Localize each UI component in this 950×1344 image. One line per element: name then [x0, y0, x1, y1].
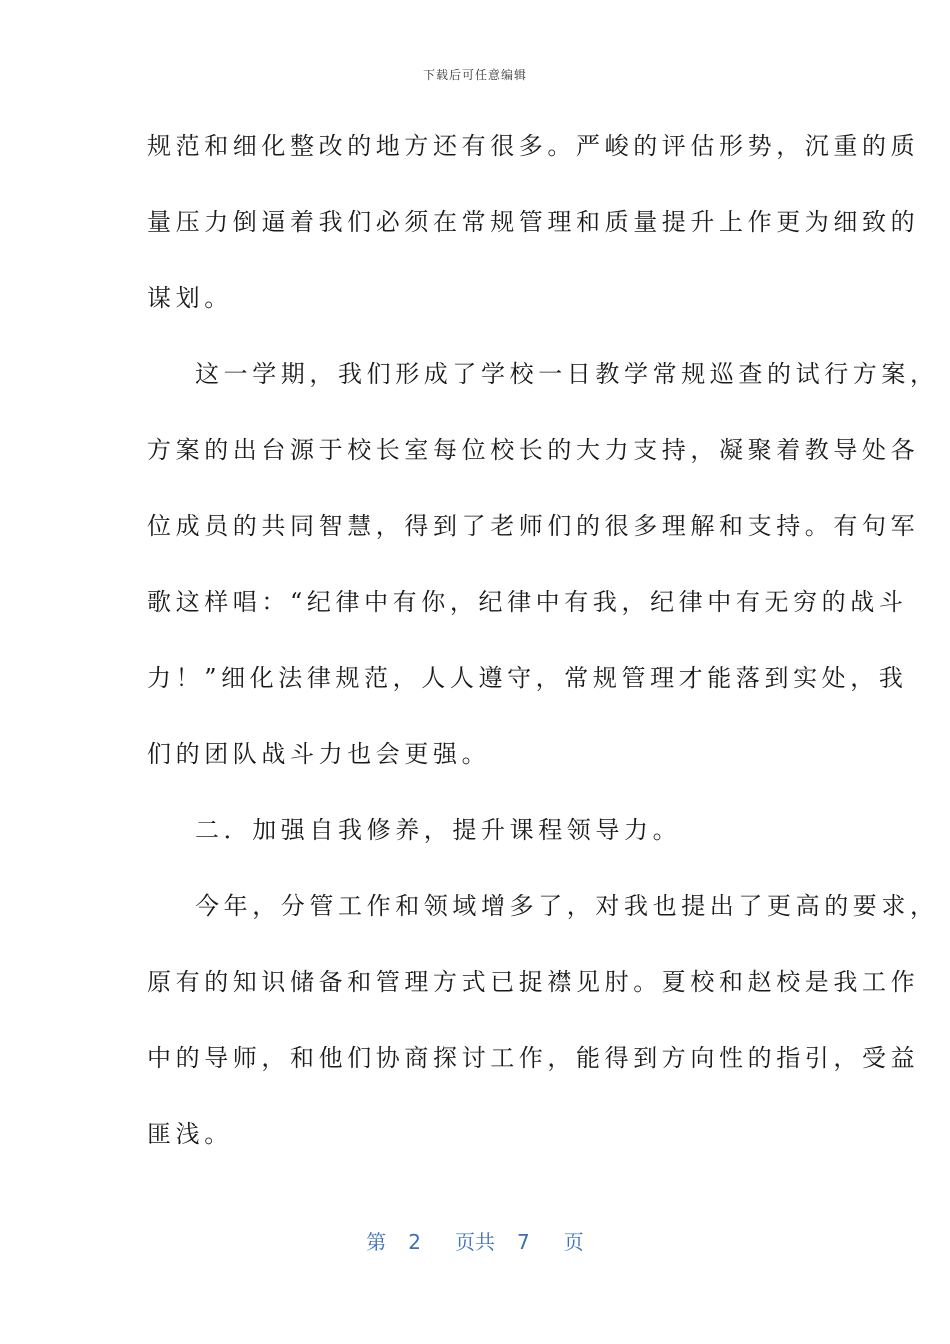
page-number-footer: [0, 1226, 950, 1255]
page-prefix: 第: [366, 1230, 387, 1254]
paragraph-first-line: 今年，分管工作和领域增多了，对我也提出了更高的要求，: [195, 892, 939, 920]
text-line: 原有的知识储备和管理方式已捉襟见肘。夏校和赵校是我工作: [147, 968, 920, 996]
total-pages-number: 7: [517, 1230, 530, 1254]
text-line: 歌这样唱：“纪律中有你，纪律中有我，纪律中有无穷的战斗: [147, 588, 908, 616]
paragraph-first-line: 这一学期，我们形成了学校一日教学常规巡查的试行方案，: [195, 360, 939, 388]
document-body: [147, 120, 939, 1184]
header-note: 下载后可任意编辑: [422, 68, 527, 82]
section-heading: 二．加强自我修养，提升课程领导力。: [195, 816, 682, 844]
text-line: 规范和细化整改的地方还有很多。严峻的评估形势，沉重的质: [147, 132, 920, 160]
text-line: 量压力倒逼着我们必须在常规管理和质量提升上作更为细致的: [147, 208, 920, 236]
text-line: 方案的出台源于校长室每位校长的大力支持，凝聚着教导处各: [147, 436, 920, 464]
text-line: 位成员的共同智慧，得到了老师们的很多理解和支持。有句军: [147, 512, 920, 540]
page-suffix: 页: [563, 1230, 584, 1254]
page-mid-label: 页共: [455, 1230, 495, 1254]
text-line: 匪浅。: [147, 1120, 233, 1148]
text-line: 谋划。: [147, 284, 233, 312]
text-line: 中的导师，和他们协商探讨工作，能得到方向性的指引，受益: [147, 1044, 920, 1072]
text-line: 们的团队战斗力也会更强。: [147, 740, 491, 768]
current-page-number: 2: [408, 1230, 421, 1254]
text-line: 力！”细化法律规范，人人遵守，常规管理才能落到实处，我: [147, 664, 908, 692]
